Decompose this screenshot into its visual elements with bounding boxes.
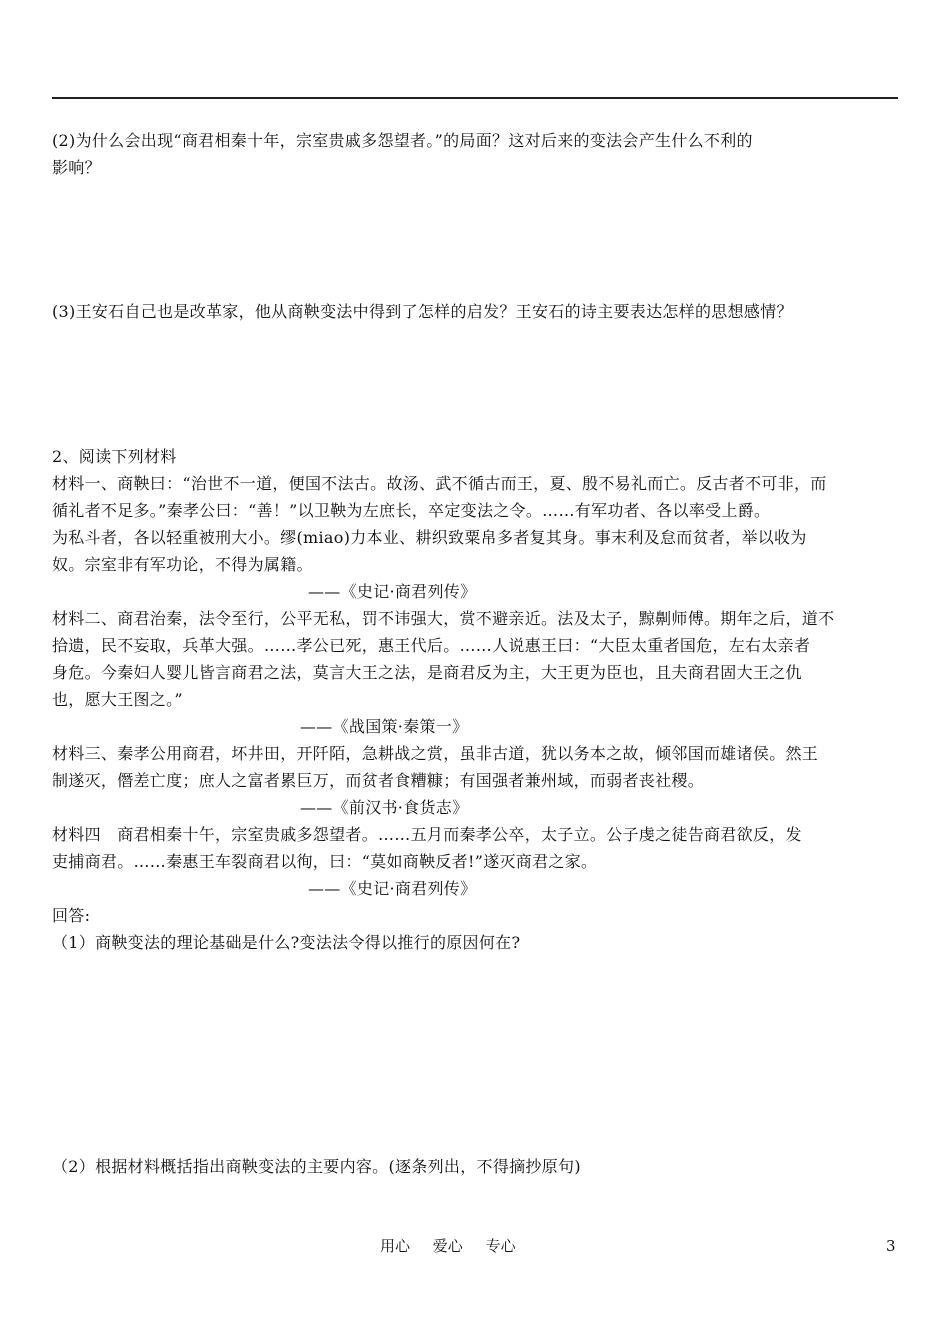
material-2-line: 拾遗，民不妄取，兵革大强。……孝公已死，惠王代后。……人说惠王曰：“大臣太重者国危，左右太亲者 [52, 636, 811, 655]
material-1-line: 奴。宗室非有军功论，不得为属籍。 [52, 555, 313, 574]
material-3-line: 制遂灭，僭差亡度；庶人之富者累巨万，而贫者食糟糠；有国强者兼州域，而弱者丧社稷。 [52, 771, 705, 790]
material-2-line: 材料二、商君治秦，法令至行，公平无私，罚不讳强大，赏不避亲近。法及太子，黥劓师傅。期年之后，道不 [52, 609, 835, 628]
prev-question-3-line1: (3)王安石自己也是改革家，他从商鞅变法中得到了怎样的启发？王安石的诗主要表达怎样的思想感情？ [52, 302, 793, 321]
question-2-block [52, 1153, 902, 1180]
footer-motto-word: 专心 [485, 1237, 516, 1255]
material-3-line: 材料三、秦孝公用商君，坏井田，开阡陌，急耕战之赏，虽非古道，犹以务本之故，倾邻国而雄诸侯。然王 [52, 744, 819, 763]
material-4-line: 吏捕商君。……秦惠王车裂商君以徇，曰：“莫如商鞅反者!”遂灭商君之家。 [52, 852, 598, 871]
material-2-line: 身危。今秦妇人婴儿皆言商君之法，莫言大王之法，是商君反为主，大王更为臣也，且夫商君固大王之仇 [52, 663, 802, 682]
footer-motto-word: 爱心 [432, 1237, 463, 1255]
section-heading: 2、阅读下列材料 [52, 447, 177, 466]
material-4-source: ——《史记·商君列传》 [308, 879, 477, 898]
section-2 [52, 443, 902, 956]
prev-question-2 [52, 127, 902, 181]
answer-label: 回答: [52, 906, 91, 925]
page-number: 3 [886, 1237, 896, 1255]
question-1: （1）商鞅变法的理论基础是什么?变法法令得以推行的原因何在? [52, 933, 521, 952]
prev-question-3 [52, 298, 902, 325]
material-1-line: 材料一、商鞅曰：“治世不一道，便国不法古。故汤、武不循古而王，夏、殷不易礼而亡。反古者不可非，而 [52, 474, 827, 493]
material-2-line: 也，愿大王图之。” [52, 690, 183, 709]
prev-question-2-line2: 影响？ [52, 158, 101, 177]
material-3-source: ——《前汉书·食货志》 [300, 798, 469, 817]
material-1-line: 为私斗者，各以轻重被刑大小。缪(miao)力本业、耕织致粟帛多者复其身。事末利及怠而贫者，举以收为 [52, 528, 807, 547]
material-4-line: 材料四 商君相秦十午，宗室贵戚多怨望者。……五月而秦孝公卒，太子立。公子虔之徒告商君欲反，发 [52, 825, 802, 844]
header-rule [52, 97, 898, 99]
footer-motto [380, 1236, 534, 1256]
material-2-source: ——《战国策·秦策一》 [300, 717, 469, 736]
material-1-line: 循礼者不足多。”秦孝公曰：“善！”以卫鞅为左庶长，卒定变法之令。……有军功者、各以率受上爵。 [52, 501, 771, 520]
prev-question-2-line1: (2)为什么会出现“商君相秦十年，宗室贵戚多怨望者。”的局面？这对后来的变法会产生什么不利的 [52, 131, 753, 150]
footer-motto-word: 用心 [380, 1237, 411, 1255]
question-2: （2）根据材料概括指出商鞅变法的主要内容。(逐条列出，不得摘抄原句) [52, 1157, 581, 1176]
material-1-source: ——《史记·商君列传》 [308, 582, 477, 601]
